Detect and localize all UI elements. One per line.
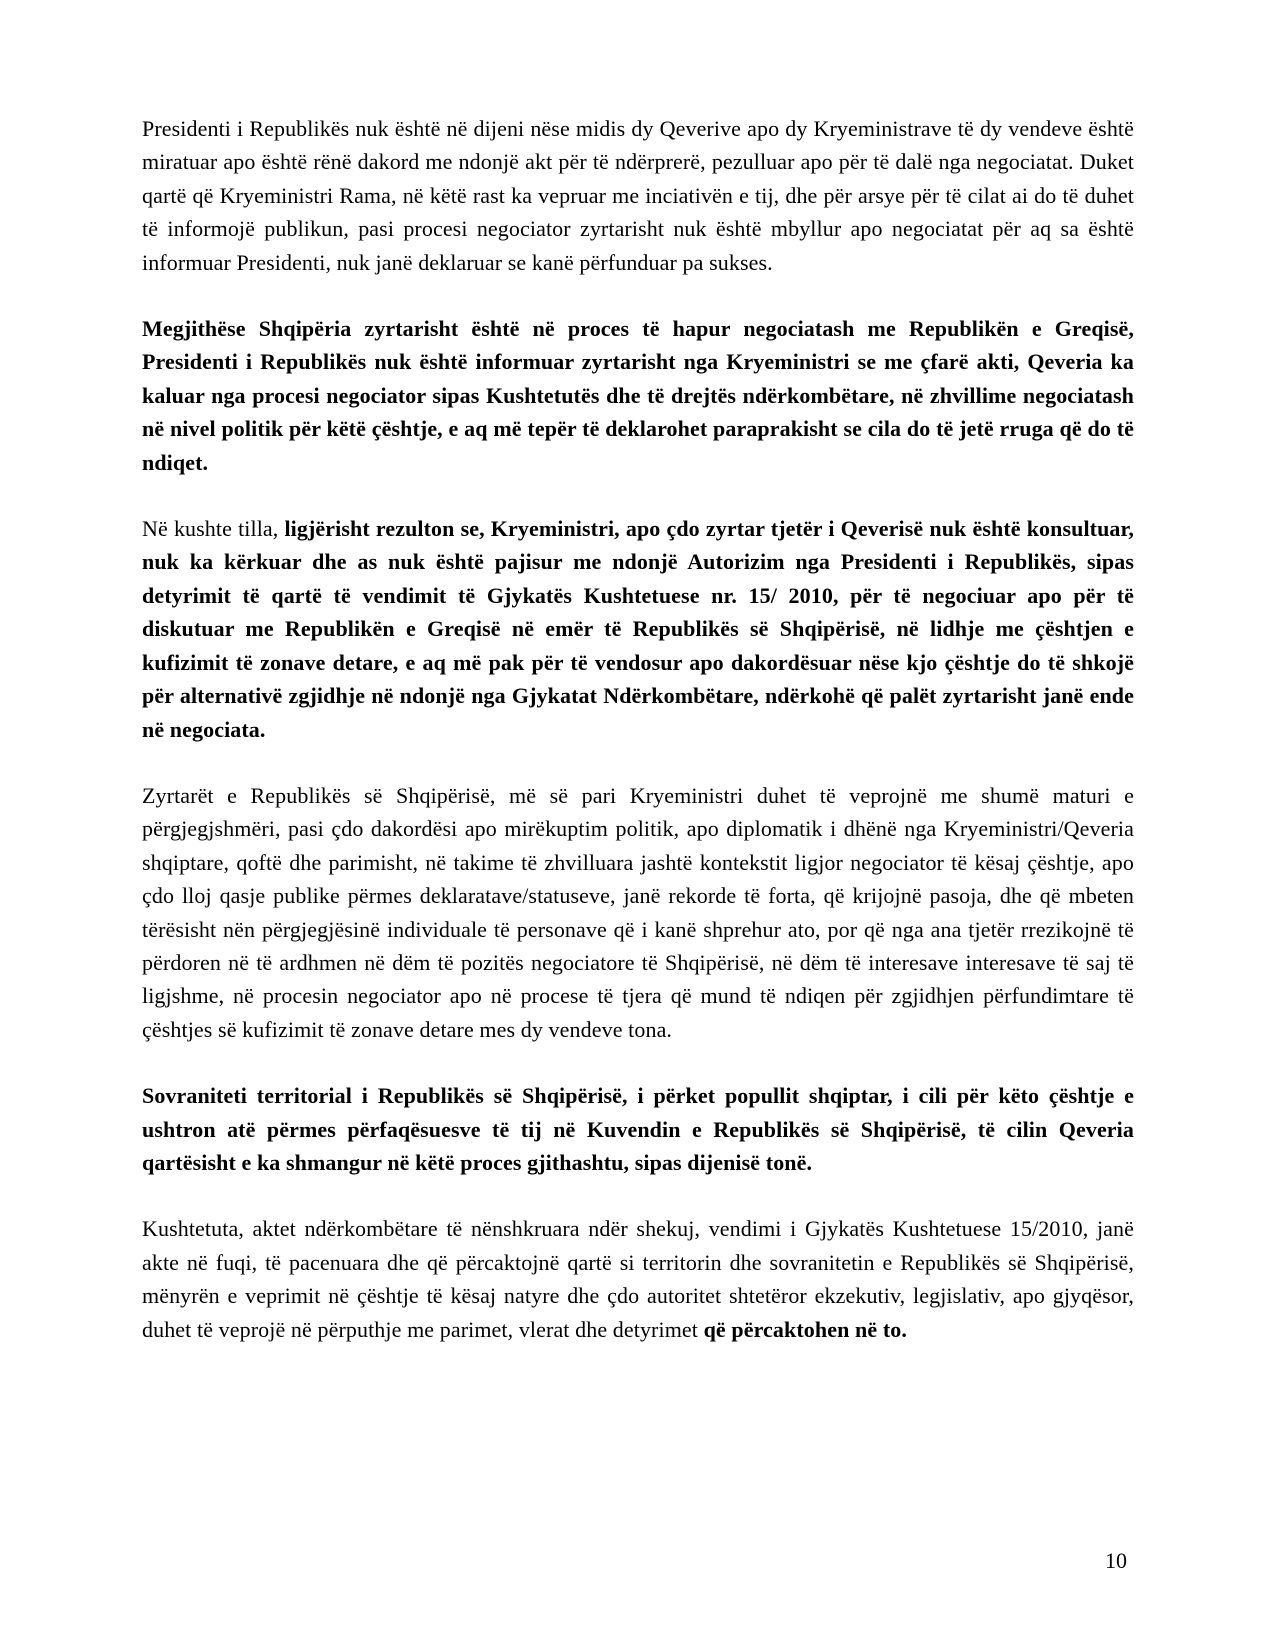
document-content [142,112,1134,1346]
paragraph-3-text-bold: ligjërisht rezulton se, Kryeministri, apo çdo zyrtar tjetër i Qeverisë nuk është konsultuar, nuk ka kërkuar dhe as nuk është pajisur me ndonjë Autorizim nga Presidenti i Republikës, sipas detyrimit të qartë të vendimit të Gjykatës Kushtetuese nr. 15/ 2010, për të negociuar apo për të diskutuar me Republikën e Greqisë në emër të Republikës së Shqipërisë, në lidhje me çështjen e kufizimit të zonave detare, e aq më pak për të vendosur apo dakordësuar nëse kjo çështje do të shkojë për alternativë zgjidhje në ndonjë nga Gjykatat Ndërkombëtare, ndërkohë që palët zyrtarisht janë ende në negociata. [142,516,1134,742]
paragraph-6-text-regular: Kushtetuta, aktet ndërkombëtare të nënshkruara ndër shekuj, vendimi i Gjykatës Kushtetuese 15/2010, janë akte në fuqi, të pacenuara dhe që përcaktojnë qartë si territorin dhe sovranitetin e Republikës së Shqipërisë, mënyrën e veprimit në çështje të kësaj natyre dhe çdo autoritet shtetëror ekzekutiv, legjislativ, apo gjyqësor, duhet të veprojë në përputhje me parimet, vlerat dhe detyrimet [142,1216,1134,1342]
paragraph-6-text-bold: që përcaktohen në to. [703,1316,907,1342]
paragraph-1-text: Presidenti i Republikës nuk është në dijeni nëse midis dy Qeverive apo dy Kryeministrave të dy vendeve është miratuar apo është rënë dakord me ndonjë akt për të ndërprerë, pezulluar apo për të dalë nga negociatat. Duket qartë që Kryeministri Rama, në këtë rast ka vepruar me inciativën e tij, dhe për arsye për të cilat ai do të duhet të informojë publikun, pasi procesi negociator zyrtarisht nuk është mbyllur apo negociatat për aq sa është informuar Presidenti, nuk janë deklaruar se kanë përfunduar pa sukses. [142,116,1134,275]
paragraph-4-text: Zyrtarët e Republikës së Shqipërisë, më së pari Kryeministri duhet të veprojnë me shumë maturi e përgjegjshmëri, pasi çdo dakordësi apo mirëkuptim politik, apo diplomatik i dhënë nga Kryeministri/Qeveria shqiptare, qoftë dhe parimisht, në takime të zhvilluara jashtë kontekstit ligjor negociator të kësaj çështje, apo çdo lloj qasje publike përmes deklaratave/statuseve, janë rekorde të forta, që krijojnë pasoja, dhe që mbeten tërësisht nën përgjegjësinë individuale të personave që i kanë shprehur ato, por që nga ana tjetër rrezikojnë të përdoren në të ardhmen në dëm të pozitës negociatore të Shqipërisë, në dëm të interesave interesave të saj të ligjshme, në procesin negociator apo në procese të tjera që mund të ndiqen për zgjidhjen përfundimtare të çështjes së kufizimit të zonave detare mes dy vendeve tona. [142,782,1134,1042]
paragraph-5-text-bold: Sovraniteti territorial i Republikës së Shqipërisë, i përket popullit shqiptar, i cili për këto çështje e ushtron atë përmes përfaqësuesve të tij në Kuvendin e Republikës së Shqipërisë, të cilin Qeveria qartësisht e ka shmangur në këtë proces gjithashtu, sipas dijenisë tonë. [142,1083,1134,1175]
paragraph-6 [142,1212,1134,1346]
paragraph-1 [142,112,1134,279]
paragraph-3 [142,512,1134,746]
paragraph-5 [142,1079,1134,1179]
page-number: 10 [1105,1548,1127,1573]
paragraph-3-text-regular: Në kushte tilla, [142,516,285,542]
paragraph-2-text-bold: Megjithëse Shqipëria zyrtarisht është në proces të hapur negociatash me Republikën e Greqisë, Presidenti i Republikës nuk është informuar zyrtarisht nga Kryeministri se me çfarë akti, Qeveria ka kaluar nga procesi negociator sipas Kushtetutës dhe të drejtës ndërkombëtare, në zhvillime negociatash në nivel politik për këtë çështje, e aq më tepër të deklarohet paraprakisht se cila do të jetë rruga që do të ndiqet. [142,316,1134,475]
paragraph-2 [142,312,1134,479]
paragraph-4 [142,779,1134,1046]
